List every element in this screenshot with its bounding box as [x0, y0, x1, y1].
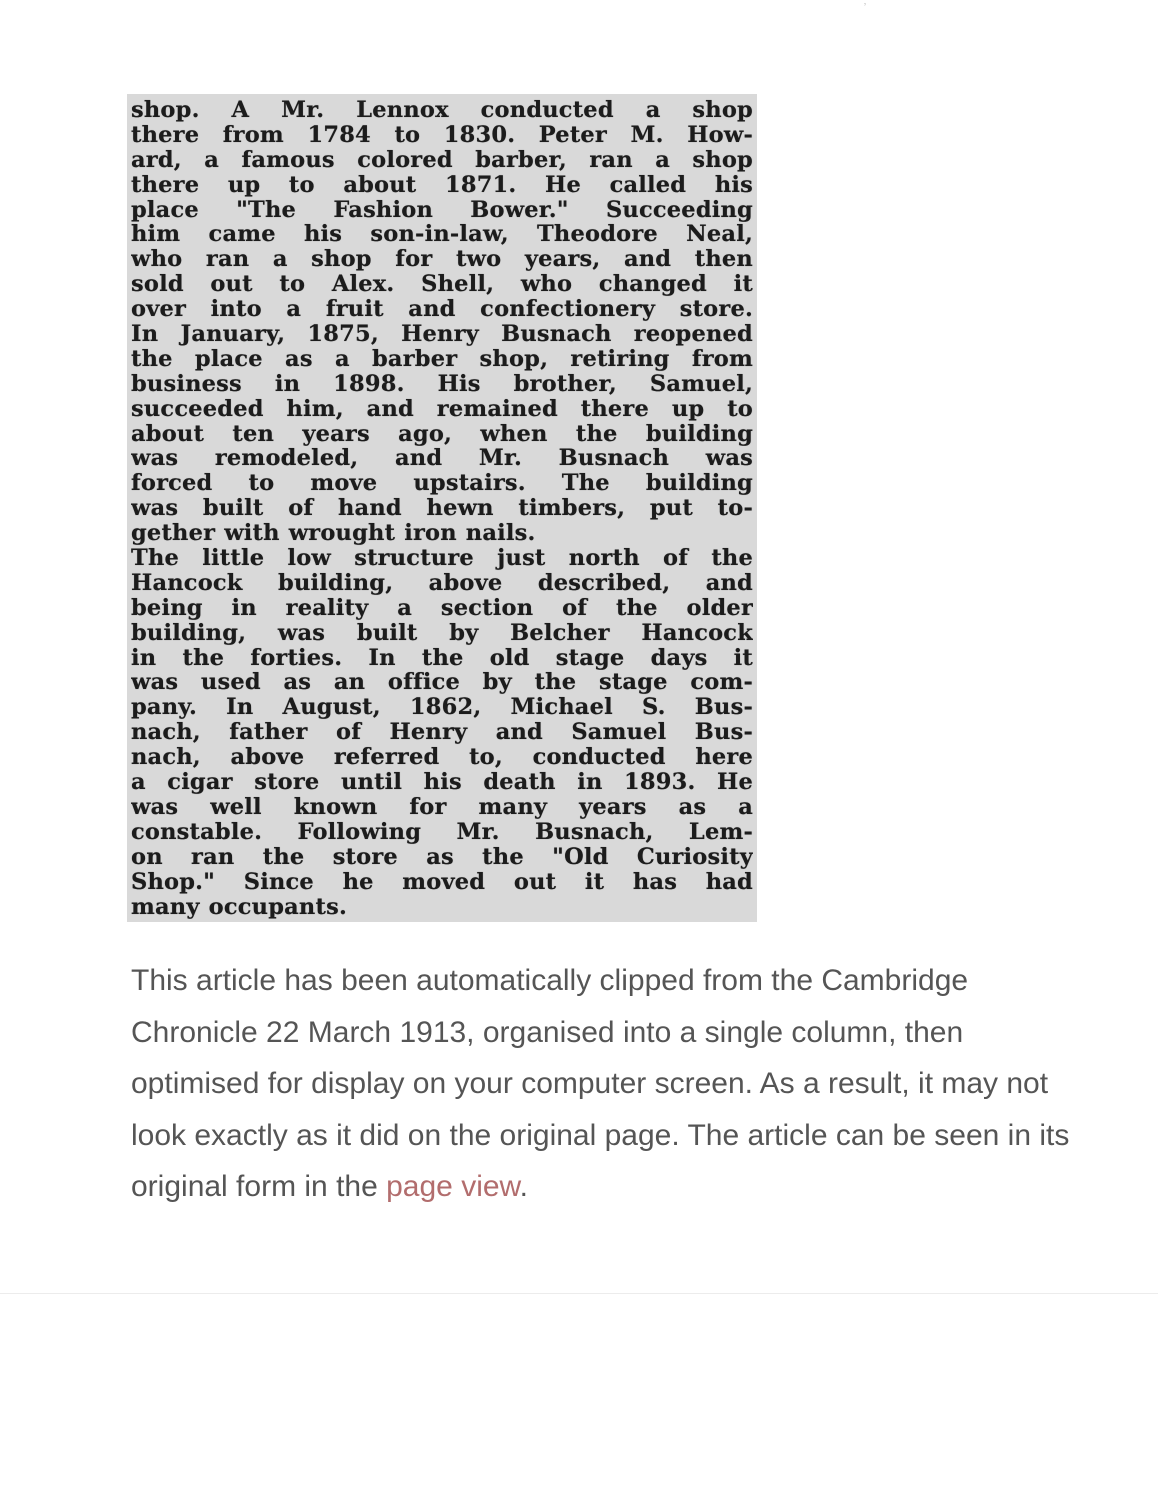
- clipping-line: gether with wrought iron nails.: [131, 521, 536, 547]
- clipping-line: shop. A Mr. Lennox conducted a shop: [131, 98, 753, 123]
- clipping-line: Shop." Since he moved out it has had: [131, 869, 753, 895]
- clipping-line: there from 1784 to 1830. Peter M. How-: [131, 122, 753, 148]
- page-view-link[interactable]: page view: [386, 1170, 520, 1203]
- clipping-line: was remodeled, and Mr. Busnach was: [131, 446, 753, 472]
- clipping-line: business in 1898. His brother, Samuel,: [131, 371, 753, 397]
- clipping-line: many occupants.: [131, 894, 347, 920]
- clipping-line: over into a fruit and confectionery store.: [131, 297, 753, 323]
- clipping-line: forced to move upstairs. The building: [131, 471, 753, 497]
- caption-text: This article has been automatically clipped from the Cambridge Chronicle 22 March 1913, organised into a single column, then optimised for display on your computer screen. As a result, it may not look exactly as it did on the original page. The article can be seen in its original form in the: [131, 964, 1070, 1203]
- caption-end-period: .: [519, 1170, 528, 1203]
- clipping-line: place "The Fashion Bower." Succeeding: [131, 197, 753, 223]
- clipping-line: nach, above referred to, conducted here: [131, 745, 753, 771]
- clipping-line: Hancock building, above described, and: [131, 570, 753, 596]
- clipping-line: constable. Following Mr. Busnach, Lem-: [131, 819, 753, 845]
- clipping-line: there up to about 1871. He called his: [131, 172, 753, 198]
- clipping-line: who ran a shop for two years, and then: [131, 247, 753, 273]
- clipping-line: was well known for many years as a: [131, 794, 753, 820]
- newspaper-clipping-image: [127, 94, 757, 922]
- clipping-line: was built of hand hewn timbers, put to-: [131, 496, 753, 522]
- clipping-line: was used as an office by the stage com-: [131, 670, 753, 696]
- clipping-line: about ten years ago, when the building: [131, 421, 753, 447]
- clipping-line: sold out to Alex. Shell, who changed it: [131, 272, 753, 298]
- clipping-line: succeeded him, and remained there up to: [131, 396, 753, 422]
- clipping-line: pany. In August, 1862, Michael S. Bus-: [131, 695, 753, 721]
- clipping-line: nach, father of Henry and Samuel Bus-: [131, 720, 753, 746]
- clipping-line: the place as a barber shop, retiring from: [131, 346, 753, 372]
- clipping-line: on ran the store as the "Old Curiosity: [131, 844, 753, 870]
- clipping-line: In January, 1875, Henry Busnach reopened: [131, 322, 753, 347]
- clipping-line: ard, a famous colored barber, ran a shop: [131, 147, 753, 173]
- footer-divider: [0, 1293, 1158, 1294]
- clipping-line: building, was built by Belcher Hancock: [131, 620, 753, 646]
- clipping-line: him came his son-in-law, Theodore Neal,: [131, 222, 753, 248]
- clipping-line: The little low structure just north of the: [131, 546, 753, 571]
- clipping-caption: [131, 955, 1091, 1213]
- clipping-line: a cigar store until his death in 1893. He: [131, 770, 753, 795]
- scan-speck-mark: ᾽: [862, 2, 868, 16]
- clipping-line: being in reality a section of the older: [131, 595, 753, 621]
- clipping-line: in the forties. In the old stage days it: [131, 645, 753, 671]
